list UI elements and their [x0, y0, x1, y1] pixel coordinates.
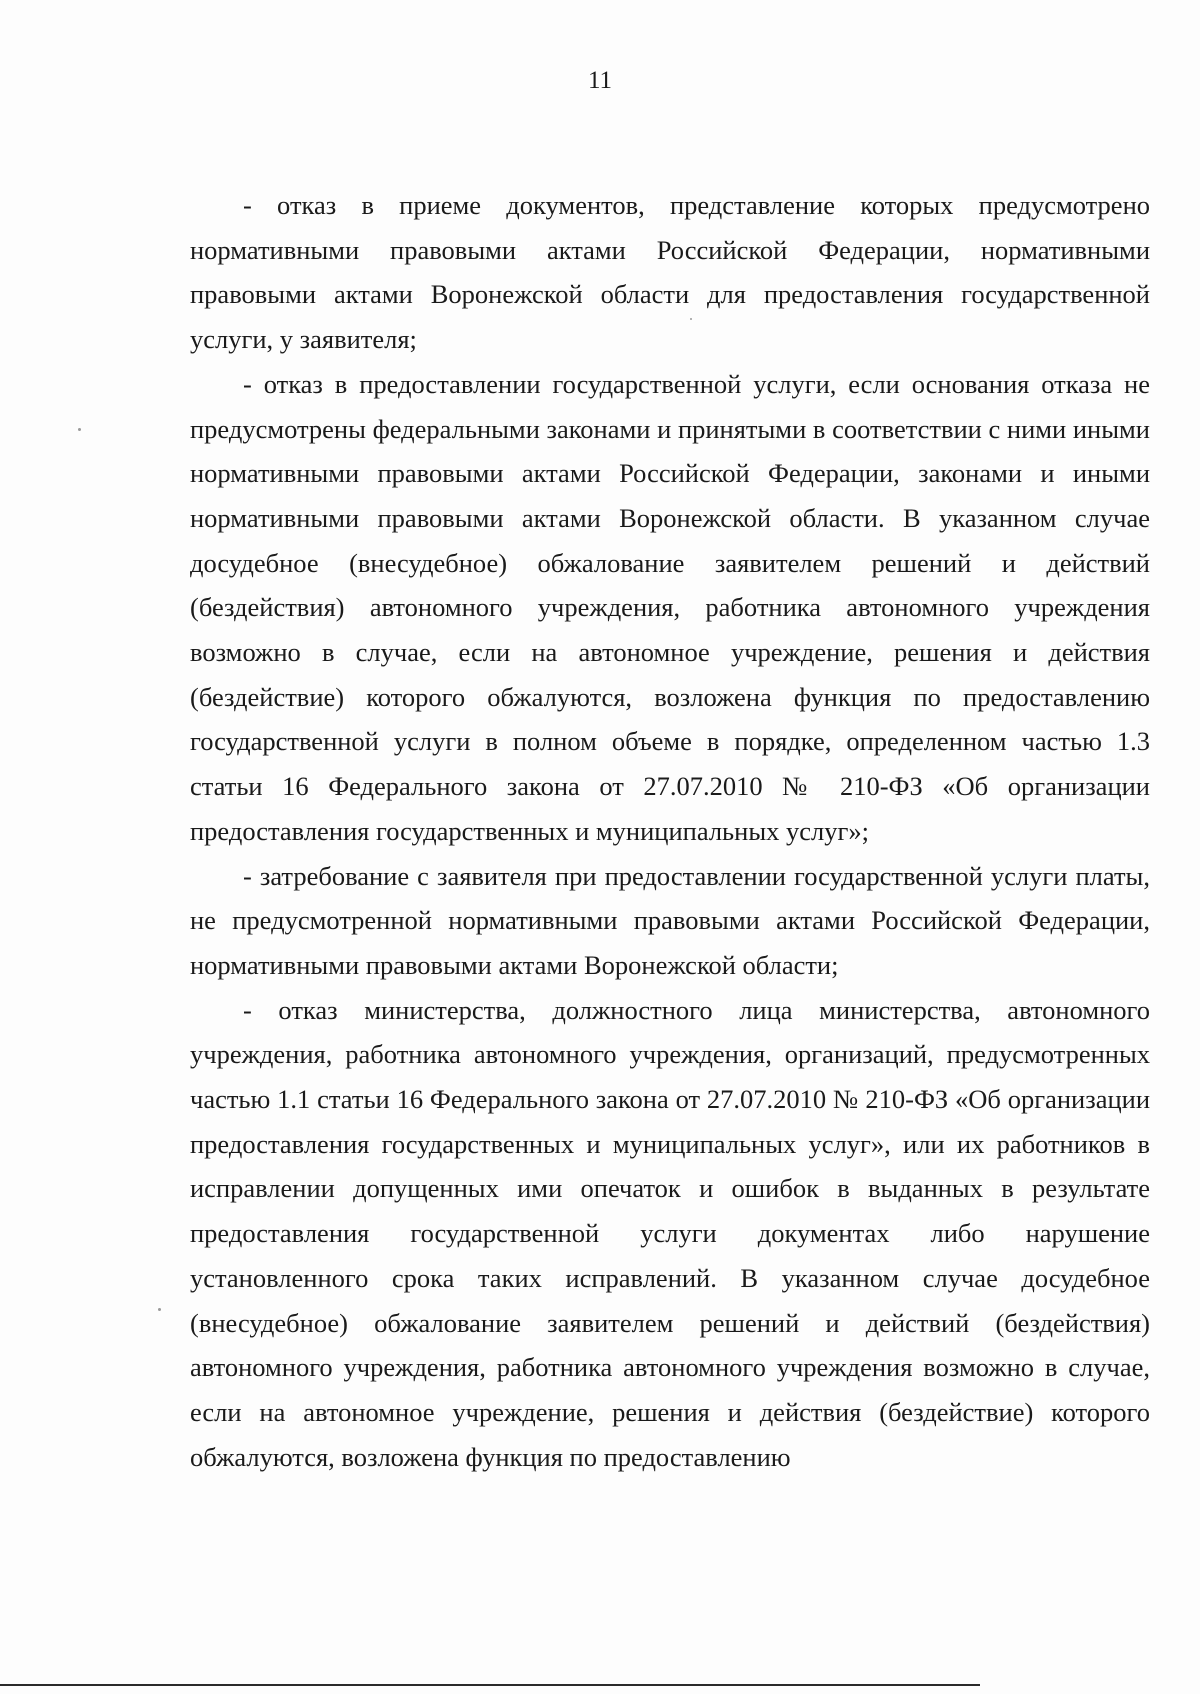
paragraph-refusal-service: - отказ в предоставлении государственной услуги, если основания отказа не предусмотрены федеральными законами и принятыми в соответствии с ними иными нормативными правовыми актами Российской Федерации, законами и иными нормативными правовыми актами Воронежской области. В указанном случае досудебное (внесудебное) обжалование заявителем решений и действий (бездействия) автономного учреждения, работника автономного учреждения возможно в случае, если на автономное учреждение, решения и действия (бездействие) которого обжалуются, возложена функция по предоставлению государственной услуги в полном объеме в порядке, определенном частью 1.3 статьи 16 Федерального закона от 27.07.2010 № 210-ФЗ «Об организации предоставления государственных и муниципальных услуг»; [190, 368, 1150, 846]
body-text [190, 183, 1150, 1479]
scan-speck [78, 428, 81, 431]
page-number: 11 [587, 67, 613, 94]
paragraph-fee-demand: - затребование с заявителя при предоставлении государственной услуги платы, не предусмотренной нормативными правовыми актами Российской Федерации, нормативными правовыми актами Воронежской области; [190, 860, 1150, 980]
paragraph-refusal-documents: - отказ в приеме документов, представление которых предусмотрено нормативными правовыми актами Российской Федерации, нормативными правовыми актами Воронежской области для предоставления государственной услуги, у заявителя; [190, 190, 1150, 355]
scan-speck [690, 318, 692, 320]
bottom-rule [0, 1684, 980, 1686]
scan-speck [158, 1308, 161, 1311]
paragraph-refusal-corrections: - отказ министерства, должностного лица министерства, автономного учреждения, работника автономного учреждения, организаций, предусмотренных частью 1.1 статьи 16 Федерального закона от 27.07.2010 № 210-ФЗ «Об организации предоставления государственных и муниципальных услуг», или их работников в исправлении допущенных ими опечаток и ошибок в выданных в результате предоставления государственной услуги документах либо нарушение установленного срока таких исправлений. В указанном случае досудебное (внесудебное) обжалование заявителем решений и действий (бездействия) автономного учреждения, работника автономного учреждения возможно в случае, если на автономное учреждение, решения и действия (бездействие) которого обжалуются, возложена функция по предоставлению [190, 994, 1150, 1472]
